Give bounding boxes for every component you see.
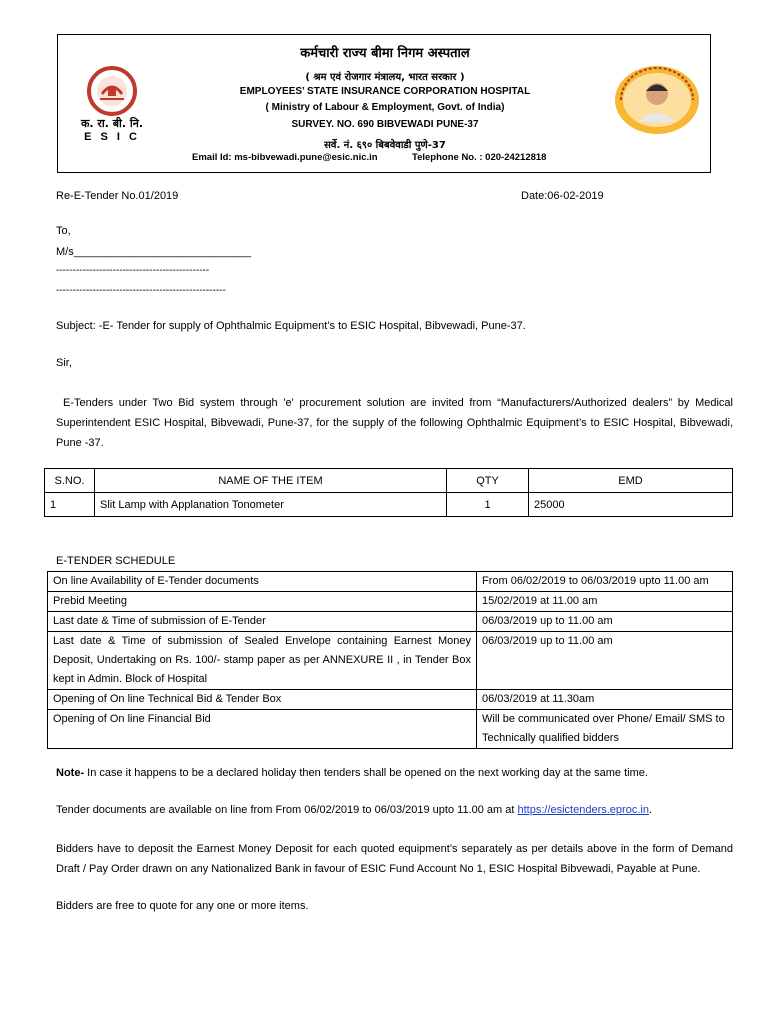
addressee-ms: M/s_____________________________ [56,246,252,258]
hindi-ministry: ( श्रम एवं रोजगार मंत्रालय, भारत सरकार ) [305,72,465,83]
salutation: Sir, [56,357,72,369]
address-hindi: सर्वे. नं. ६९० बिबवेवाडी पुणे-37 [324,140,446,151]
intro-paragraph [56,393,733,453]
items-header-row [45,469,733,493]
hindi-title: कर्मचारी राज्य बीमा निगम अस्पताल [300,46,470,61]
cell-item-name: Slit Lamp with Applanation Tonometer [95,493,447,517]
header-emd: EMD [529,469,733,493]
logo-hindi-abbr: क. रा. बी. नि. [80,117,144,130]
schedule-event: Last date & Time of submission of E-Tender [48,612,477,632]
english-ministry: ( Ministry of Labour & Employment, Govt. of India) [265,102,505,113]
schedule-event: On line Availability of E-Tender documents [48,572,477,592]
table-row [48,592,733,612]
addressee-line-1: ---------------------------------------------- [56,265,210,276]
schedule-time: Will be communicated over Phone/ Email/ SMS to Technically qualified bidders [477,710,733,749]
table-row [45,493,733,517]
header-sno: S.NO. [45,469,95,493]
subject: Subject: -E- Tender for supply of Ophthalmic Equipment’s to ESIC Hospital, Bibvewadi, Pune-37. [56,320,526,332]
address-english: SURVEY. NO. 690 BIBVEWADI PUNE-37 [291,119,479,130]
addressee-line-2: --------------------------------------------------- [56,285,226,296]
schedule-time: 06/03/2019 up to 11.00 am [477,612,733,632]
availability-paragraph [56,804,652,816]
table-row [48,632,733,690]
cell-qty: 1 [447,493,529,517]
header-qty: QTY [447,469,529,493]
table-row [48,710,733,749]
header-item-name: NAME OF THE ITEM [95,469,447,493]
cell-sno: 1 [45,493,95,517]
schedule-title: E-TENDER SCHEDULE [56,555,176,567]
logo-english-abbr: E S I C [84,131,140,143]
schedule-table [47,571,733,749]
telephone-line: Telephone No. : 020-24212818 [412,152,547,163]
schedule-time: 15/02/2019 at 11.00 am [477,592,733,612]
availability-text: Tender documents are available on line from From 06/02/2019 to 06/03/2019 upto 11.00 am at [56,804,518,816]
schedule-event: Opening of On line Technical Bid & Tender Box [48,690,477,710]
schedule-event: Last date & Time of submission of Sealed Envelope containing Earnest Money Deposit, Undertaking on Rs. 100/- stamp paper as per ANNEXURE II , in Tender Box kept in Admin. Block of Hospital [48,632,477,690]
emd-text: Bidders have to deposit the Earnest Money Deposit for each quoted equipment’s separately as per details above in the form of Demand Draft / Pay Order drawn on any Nationalized Bank in favour of ESIC Fund Account No 1, ESIC Hospital Bibvewadi, Payable at Pune. [56,843,733,875]
note-label: Note- [56,767,85,779]
tender-date: Date:06-02-2019 [521,190,604,202]
intro-text: E-Tenders under Two Bid system through 'e' procurement solution are invited from “Manufacturers/Authorized dealers” by Medical Superintendent ESIC Hospital, Bibvewadi, Pune-37, for the supply of the following Ophthalmic Equipment’s to ESIC Hospital, Bibvewadi, Pune -37. [56,397,733,449]
table-row [48,572,733,592]
quote-paragraph: Bidders are free to quote for any one or more items. [56,900,309,912]
schedule-time: 06/03/2019 at 11.30am [477,690,733,710]
table-row [48,690,733,710]
english-title: EMPLOYEES’ STATE INSURANCE CORPORATION HOSPITAL [239,86,531,97]
cell-emd: 25000 [529,493,733,517]
tender-number: Re-E-Tender No.01/2019 [56,190,179,202]
addressee-to: To, [56,225,71,237]
email-line: Email Id: ms-bibvewadi.pune@esic.nic.in [192,152,378,163]
table-row [48,612,733,632]
schedule-event: Prebid Meeting [48,592,477,612]
schedule-time: 06/03/2019 up to 11.00 am [477,632,733,690]
schedule-event: Opening of On line Financial Bid [48,710,477,749]
schedule-time: From 06/02/2019 to 06/03/2019 upto 11.00 am [477,572,733,592]
items-table [44,468,733,517]
note-paragraph [56,767,648,779]
eproc-link[interactable]: https://esictenders.eproc.in [517,804,649,816]
availability-suffix: . [648,804,653,816]
emd-paragraph [56,839,733,879]
note-text: In case it happens to be a declared holiday then tenders shall be opened on the next working day at the same time. [84,767,648,779]
